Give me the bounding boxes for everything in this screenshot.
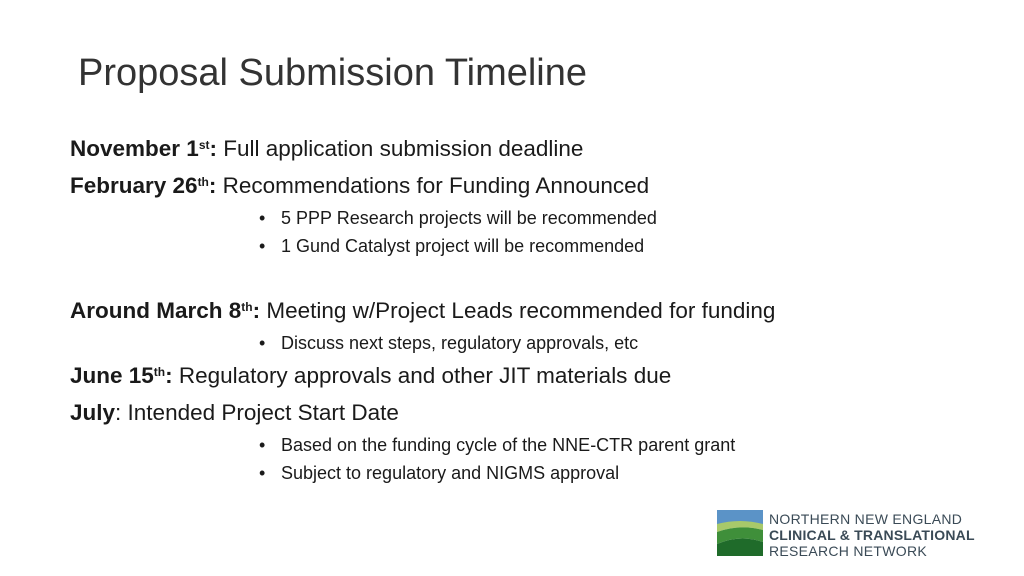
spacer (70, 260, 970, 292)
bullet-item: • 5 PPP Research projects will be recommended (259, 208, 657, 228)
nne-ctr-logo (717, 510, 997, 560)
item-text: Recommendations for Funding Announced (216, 173, 650, 198)
timeline-content (70, 130, 970, 487)
item-date: June 15th: (70, 363, 173, 388)
item-text: Regulatory approvals and other JIT materials due (172, 363, 672, 388)
timeline-item-march (70, 292, 970, 329)
bullet-item: • 1 Gund Catalyst project will be recommended (259, 236, 645, 256)
item-text: Meeting w/Project Leads recommended for funding (260, 298, 776, 323)
item-text: : Intended Project Start Date (115, 400, 399, 425)
bullet-list (70, 204, 970, 260)
logo-wordmark: NORTHERN NEW ENGLAND CLINICAL & TRANSLATIONAL RESEARCH NETWORK (769, 511, 975, 559)
item-date: November 1st: (70, 136, 217, 161)
slide-title: Proposal Submission Timeline (78, 52, 588, 94)
bullet-list (70, 431, 970, 487)
bullet-item: • Subject to regulatory and NIGMS approval (259, 463, 620, 483)
bullet-item: • Discuss next steps, regulatory approvals, etc (259, 333, 639, 353)
timeline-item-february (70, 167, 970, 204)
timeline-item-november (70, 130, 970, 167)
item-date: July (70, 400, 116, 425)
item-text: Full application submission deadline (216, 136, 584, 161)
timeline-item-july (70, 394, 970, 431)
landscape-logo-icon (717, 510, 763, 556)
timeline-item-june (70, 357, 970, 394)
item-date: Around March 8th: (70, 298, 261, 323)
item-date: February 26th: (70, 173, 217, 198)
bullet-item: • Based on the funding cycle of the NNE-CTR parent grant (259, 435, 736, 455)
bullet-list (70, 329, 970, 357)
